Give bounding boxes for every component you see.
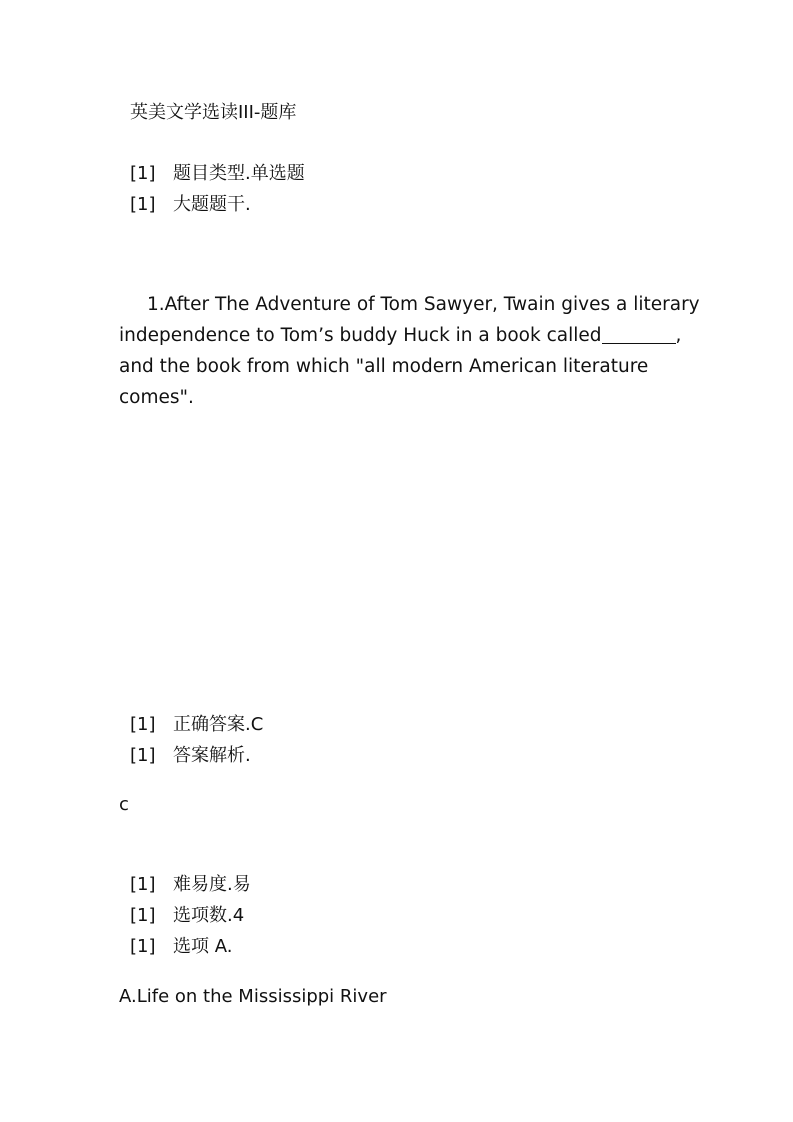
correct-answer-marker: [1] [130, 714, 156, 735]
question-type-label: 题目类型.单选题 [173, 163, 305, 184]
stem-marker: [1] [130, 194, 156, 215]
question-line-4: comes". [119, 387, 194, 408]
stem-label: 大题题干. [173, 194, 251, 215]
difficulty-marker: [1] [130, 874, 156, 895]
difficulty-label: 难易度.易 [173, 874, 251, 895]
document-title: 英美文学选读III-题库 [130, 102, 297, 123]
answer-blank [602, 325, 676, 344]
analysis-marker: [1] [130, 745, 156, 766]
option-count-label: 选项数.4 [173, 905, 245, 926]
option-a-heading: 选项 A. [173, 936, 233, 957]
question-line-1: 1.After The Adventure of Tom Sawyer, Twain gives a literary [147, 294, 700, 315]
question-line-2 [119, 320, 682, 351]
analysis-label: 答案解析. [173, 745, 251, 766]
question-line-2-tail: , [675, 325, 682, 346]
question-type-marker: [1] [130, 163, 156, 184]
option-count-marker: [1] [130, 905, 156, 926]
question-line-2-text: independence to Tom’s buddy Huck in a book called [119, 325, 602, 346]
analysis-text: c [119, 794, 129, 815]
question-line-3: and the book from which "all modern American literature [119, 356, 649, 377]
question-text [119, 289, 700, 413]
option-a-marker: [1] [130, 936, 156, 957]
correct-answer-label: 正确答案.C [173, 714, 264, 735]
option-a-text: A.Life on the Mississippi River [119, 986, 387, 1007]
